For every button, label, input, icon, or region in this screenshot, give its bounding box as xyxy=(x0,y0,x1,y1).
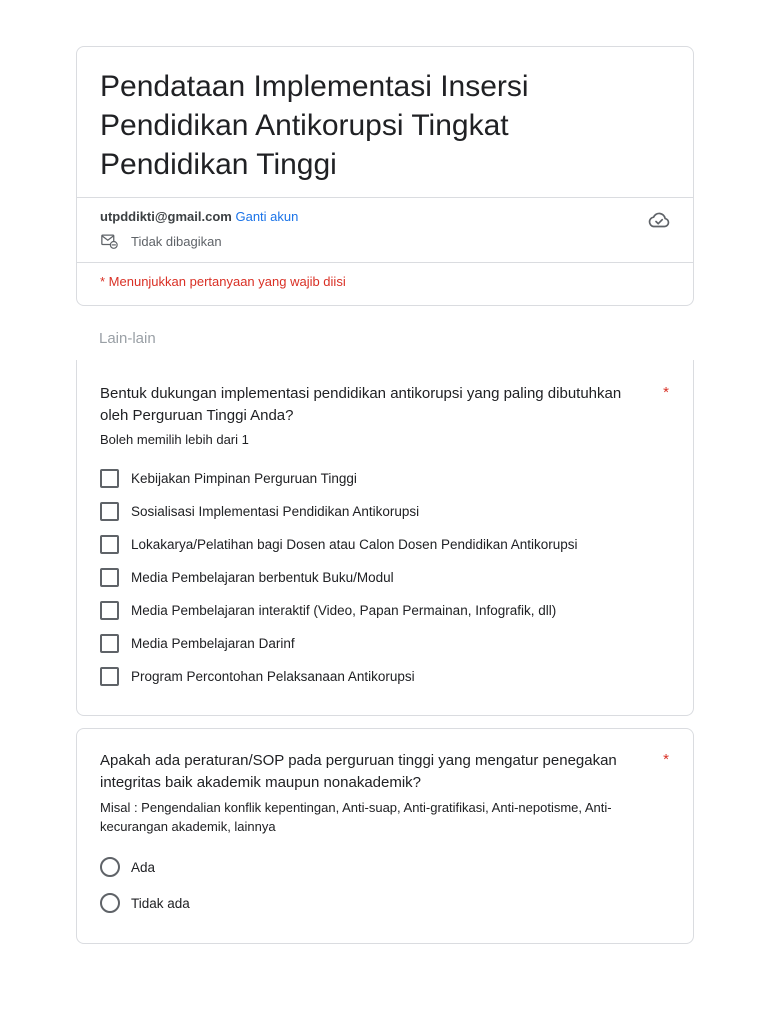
mail-not-shared-icon xyxy=(100,233,119,250)
account-email: utpddikti@gmail.com xyxy=(100,209,232,224)
checkbox[interactable] xyxy=(100,634,119,653)
form-header-card xyxy=(76,46,694,306)
option-label: Tidak ada xyxy=(131,895,190,911)
question-description: Boleh memilih lebih dari 1 xyxy=(100,432,249,447)
checkbox-option[interactable] xyxy=(100,601,556,620)
share-status-text: Tidak dibagikan xyxy=(131,234,222,249)
option-label: Lokakarya/Pelatihan bagi Dosen atau Calon Dosen Pendidikan Antikorupsi xyxy=(131,537,578,552)
option-label: Kebijakan Pimpinan Perguruan Tinggi xyxy=(131,471,357,486)
question-title: Apakah ada peraturan/SOP pada perguruan tinggi yang mengatur penegakan integritas baik akademik maupun nonakademik? xyxy=(100,752,617,791)
question-card xyxy=(76,728,694,944)
checkbox[interactable] xyxy=(100,568,119,587)
option-label: Ada xyxy=(131,859,156,875)
question-card xyxy=(76,360,694,716)
account-row xyxy=(100,209,298,225)
checkbox[interactable] xyxy=(100,502,119,521)
option-label: Program Percontohan Pelaksanaan Antikorupsi xyxy=(131,669,415,684)
radio-button[interactable] xyxy=(100,893,120,913)
option-label: Media Pembelajaran Darinf xyxy=(131,636,295,651)
option-label: Media Pembelajaran interaktif (Video, Papan Permainan, Infografik, dll) xyxy=(131,603,557,618)
radio-button[interactable] xyxy=(100,857,120,877)
checkbox-option[interactable] xyxy=(100,502,419,521)
checkbox-option[interactable] xyxy=(100,634,295,653)
account-divider xyxy=(77,262,693,263)
checkbox-option[interactable] xyxy=(100,469,357,488)
question-description: Misal : Pengendalian konflik kepentingan, Anti-suap, Anti-gratifikasi, Anti-nepotisme, Anti-kecurangan akademik, lainnya xyxy=(100,800,612,834)
required-star: * xyxy=(663,751,669,768)
section-title: Lain-lain xyxy=(99,330,156,347)
option-label: Media Pembelajaran berbentuk Buku/Modul xyxy=(131,570,394,585)
cloud-saved-icon[interactable] xyxy=(647,208,671,232)
radio-option[interactable] xyxy=(100,893,190,913)
checkbox[interactable] xyxy=(100,667,119,686)
option-label: Sosialisasi Implementasi Pendidikan Antikorupsi xyxy=(131,504,420,519)
radio-option[interactable] xyxy=(100,857,155,877)
checkbox-option[interactable] xyxy=(100,535,578,554)
checkbox-option[interactable] xyxy=(100,568,394,587)
question-title: Bentuk dukungan implementasi pendidikan antikorupsi yang paling dibutuhkan oleh Perguruan Tinggi Anda? xyxy=(100,385,622,424)
checkbox-option[interactable] xyxy=(100,667,415,686)
required-note: * Menunjukkan pertanyaan yang wajib diisi xyxy=(100,274,346,289)
checkbox[interactable] xyxy=(100,535,119,554)
switch-account-link[interactable]: Ganti akun xyxy=(235,209,299,224)
header-divider xyxy=(77,197,693,198)
form-title: Pendataan Implementasi Insersi Pendidikan Antikorupsi Tingkat Pendidikan Tinggi xyxy=(100,70,529,181)
checkbox[interactable] xyxy=(100,469,119,488)
share-status-row xyxy=(100,233,222,250)
checkbox[interactable] xyxy=(100,601,119,620)
required-star: * xyxy=(663,384,669,401)
